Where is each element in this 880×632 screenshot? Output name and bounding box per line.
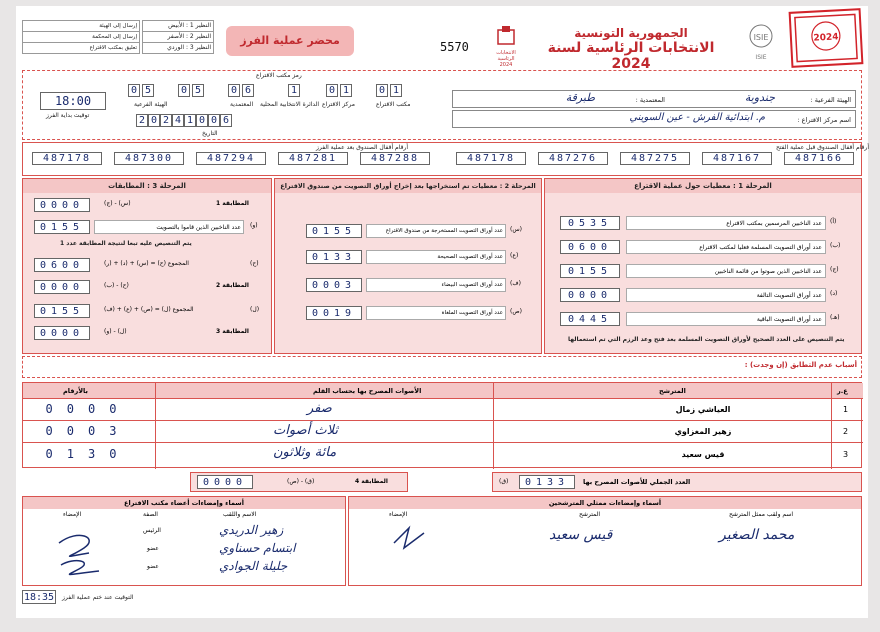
end-time-label: التوقيت عند ختم عملية الفرز bbox=[62, 594, 134, 601]
stage3-title: المرحلة 3 : المطابقات bbox=[23, 179, 271, 193]
before-seal-4: 487276 bbox=[538, 152, 608, 165]
start-time-label: توقيت بداية الفرز bbox=[46, 112, 90, 119]
stage2-row-s: 0155 عدد أوراق التصويت المستخرجة من صندوق الاقتراع (س) bbox=[286, 224, 534, 240]
stage1-rows bbox=[556, 216, 856, 326]
stage1-row-e: 0445 عدد أوراق التصويت الباقية (هـ) bbox=[556, 312, 856, 328]
election-title: الانتخابات الرئاسية لسنة 2024 bbox=[547, 40, 715, 72]
svg-text:ISIE: ISIE bbox=[753, 33, 769, 42]
after-seal-label: أرقام أقفال الصندوق بعد عملية الفرز bbox=[316, 144, 408, 151]
district-code-label: الدائرة الانتخابية المحلية bbox=[260, 101, 320, 108]
voters-row: 0155 عدد الناخبين الذين قاموا بالتصويت (و) bbox=[30, 220, 266, 236]
svg-text:2024: 2024 bbox=[813, 32, 839, 44]
before-seal-2: 487167 bbox=[702, 152, 772, 165]
subbody-field: الهيئة الفرعية : جندوبة المعتمدية : طبرقة bbox=[452, 90, 856, 108]
subbody-code-label: الهيئة الفرعية bbox=[134, 101, 168, 108]
office-signatures-scribble bbox=[49, 523, 119, 583]
tally-sheet bbox=[16, 6, 868, 618]
copies-table bbox=[22, 20, 214, 60]
copy-3-dest: تعليق بمكتب الاقتراع bbox=[22, 43, 140, 54]
stage1-title: المرحلة 1 : معطيات حول عملية الاقتراع bbox=[545, 179, 861, 193]
stage2-row-f: 0003 عدد أوراق التصويت البيضاء (ف) bbox=[286, 278, 534, 294]
after-seal-5: 487178 bbox=[32, 152, 102, 165]
rep-candidate: قيس سعيد bbox=[549, 527, 613, 543]
after-seal-3: 487294 bbox=[196, 152, 266, 165]
stage2-row-p: 0019 عدد أوراق التصويت الملغاة (ص) bbox=[286, 306, 534, 322]
end-time: 18:35 bbox=[23, 592, 55, 603]
office-signatures: أسماء وإمضاءات أعضاء مكتب الاقتراع الاسم واللقب الصفة الإمضاء زهير الدريدي الرئيس ابتسام حسناوي عضو جليلة الجوادي عضو bbox=[22, 496, 346, 586]
stage1-row-a: 0535 عدد الناخبين المرسمين بمكتب الاقتراع (أ) bbox=[556, 216, 856, 232]
m4-row: 0000 (ص) - (ق) المطابقة 4 bbox=[190, 472, 408, 492]
office-member-2-name: ابتسام حسناوي bbox=[219, 541, 296, 555]
date-label: التاريخ bbox=[202, 130, 218, 137]
candidate-row-3: 0130 مائة وثلاثون قيس سعيد 3 bbox=[45, 445, 849, 461]
sum1-row: 0600 المجموع (ح) = (س) + (د) + (ر) (ح) bbox=[30, 258, 266, 274]
m2-row: 0000 (ب) - (ح) المطابقة 2 bbox=[30, 280, 266, 296]
copy-1: النظير 1 : الأبيض bbox=[142, 20, 214, 32]
before-seal-3: 487275 bbox=[620, 152, 690, 165]
code-cells: 0 5 0 5 0 6 1 0 1 0 1 bbox=[128, 84, 408, 100]
candidates-header: بالأرقام الأصوات المصرح بها بحساب القلم المترشح ع.ر bbox=[23, 383, 863, 399]
rep-name: محمد الصغير bbox=[719, 527, 795, 543]
stage2-title: المرحلة 2 : معطيات تم استخراجها بعد إخراج أوراق التصويت من صندوق الاقتراع bbox=[275, 179, 541, 193]
stage1-row-d: 0000 عدد أوراق التصويت التالفة (د) bbox=[556, 288, 856, 304]
election-logo: الانتخابات الرئاسية 2024 bbox=[492, 24, 520, 64]
stage1-note: يتم التنصيص على العدد الصحيح لأوراق التصويت المسلمة بعد فتح وعد الرزم التي تم استعمالها bbox=[568, 336, 845, 343]
country-title: الجمهورية التونسية bbox=[574, 26, 688, 40]
office-member-1-name: زهير الدريدي bbox=[219, 523, 284, 537]
stage3-note: يتم التنصيص عليه تبعا لنتيجة المطابقة عدد 1 bbox=[60, 240, 192, 247]
copy-2: النظير 2 : الأصفر bbox=[142, 32, 214, 43]
stage3-rows bbox=[30, 198, 266, 348]
stage1-row-b: 0600 عدد أوراق التصويت المسلمة فعليا لمكتب الاقتراع (ب) bbox=[556, 240, 856, 256]
before-seal-1: 487166 bbox=[784, 152, 854, 165]
center-field: اسم مركز الاقتراع : م. ابتدائية الفرش - عين السويني bbox=[452, 110, 856, 128]
before-seals bbox=[456, 152, 856, 172]
after-seal-1: 487288 bbox=[360, 152, 430, 165]
copy-3: النظير 3 : الوردي bbox=[142, 43, 214, 54]
badge: محضر عملية الفرز bbox=[226, 26, 354, 56]
after-seal-4: 487300 bbox=[114, 152, 184, 165]
m1-row: 0000 (ج) - (س) المطابقة 1 bbox=[30, 198, 266, 214]
center-code-label: مركز الاقتراع bbox=[322, 101, 355, 108]
stage2-row-a: 0133 عدد أوراق التصويت الصحيحة (ع) bbox=[286, 250, 534, 266]
candidate-row-1: 0000 صفر العياشي زمال 1 bbox=[23, 401, 863, 421]
code-label: رمز مكتب الاقتراع bbox=[256, 72, 302, 79]
start-time: 18:00 bbox=[40, 92, 106, 110]
delegation-code-label: المعتمدية bbox=[230, 101, 254, 108]
before-seal-5: 487178 bbox=[456, 152, 526, 165]
isie-logo: ISIE ISIE bbox=[744, 22, 778, 66]
stage2-rows bbox=[286, 224, 534, 334]
office-member-3-name: جليلة الجوادي bbox=[219, 559, 288, 573]
copy-1-dest: إرسال إلى الهيئة bbox=[22, 20, 140, 32]
rep-signature-scribble bbox=[389, 523, 429, 553]
candidates-table bbox=[22, 382, 862, 468]
before-seal-label: أرقام أقفال الصندوق قبل عملية الفتح bbox=[776, 144, 869, 151]
total-votes-row: 0133 العدد الجملي للأصوات المصرح بها (ق) bbox=[492, 472, 862, 492]
office-code-label: مكتب الاقتراع bbox=[376, 101, 411, 108]
after-seal-2: 487281 bbox=[278, 152, 348, 165]
rep-signatures: أسماء وإمضاءات ممثلي المترشحين اسم ولقب ممثل المترشح المترشح الإمضاء محمد الصغير قيس سعيد bbox=[348, 496, 862, 586]
official-stamp bbox=[789, 8, 864, 68]
reasons-box: أسباب عدم التطابق (إن وجدت) : bbox=[22, 356, 862, 378]
serial-number: 5570 bbox=[440, 40, 469, 54]
m3-row: 0000 (و) - (ل) المطابقة 3 bbox=[30, 326, 266, 342]
stage1-row-c: 0155 عدد الناخبين الذين صوتوا من قائمة الناخبين (ج) bbox=[556, 264, 856, 280]
copy-2-dest: إرسال إلى المحكمة bbox=[22, 32, 140, 43]
after-seals bbox=[32, 152, 432, 172]
sum2-row: 0155 المجموع (ل) = (ص) + (ع) + (ف) (ل) bbox=[30, 304, 266, 320]
candidate-row-2: 0003 ثلاث أصوات زهير المغزاوي 2 bbox=[23, 423, 863, 443]
date-cells: 2 0 2 4 1 0 0 6 bbox=[136, 114, 256, 128]
title-block bbox=[526, 26, 736, 72]
